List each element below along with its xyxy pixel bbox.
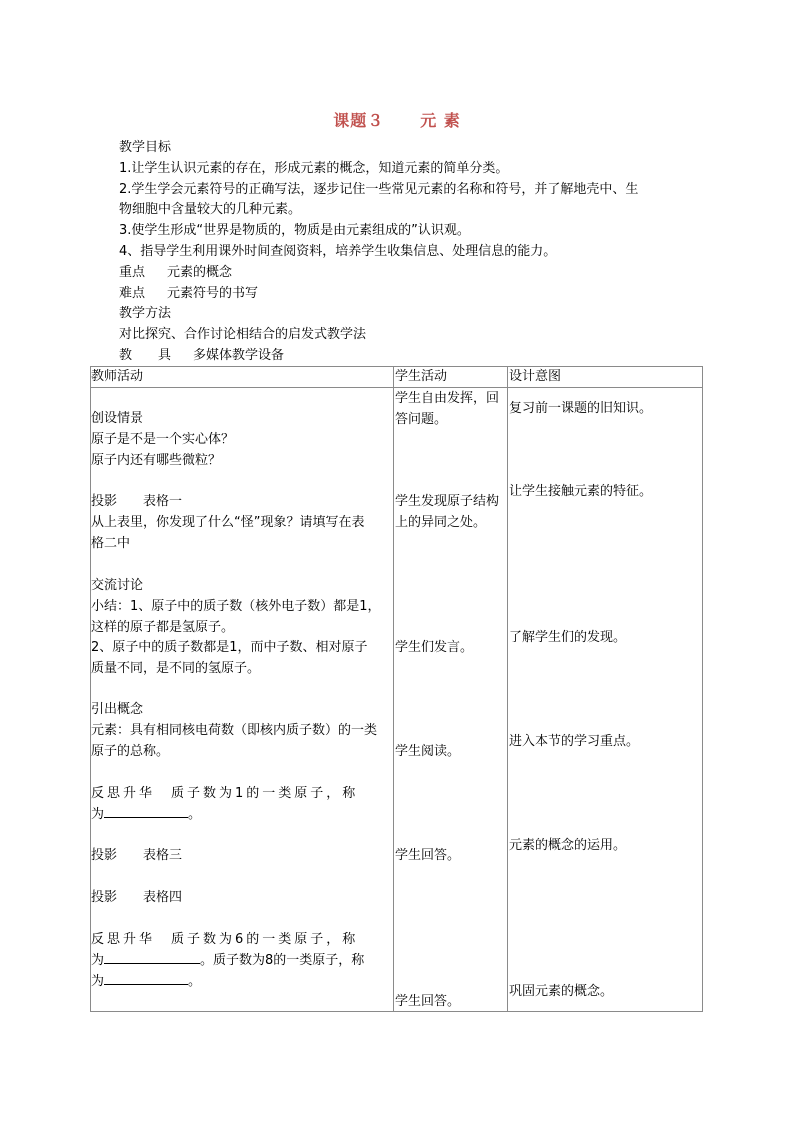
teacher-section-2 bbox=[91, 492, 393, 554]
question: 原子是不是一个实心体？ bbox=[91, 431, 235, 447]
text-line: 元素：具有相同核电荷数（即核内质子数）的一类 bbox=[91, 722, 378, 738]
student-activity-6: 学生回答。 bbox=[395, 994, 461, 1009]
text-line: 原子的总称。 bbox=[91, 743, 170, 759]
teacher-section-4 bbox=[91, 700, 393, 762]
section-heading: 投影 表格一 bbox=[91, 494, 183, 509]
teacher-section-6: 投影 表格三 bbox=[91, 848, 183, 863]
header-intent: 设计意图 bbox=[509, 369, 562, 384]
text-line: 小结：1、原子中的质子数（核外电子数）都是1， bbox=[91, 598, 381, 614]
header-divider bbox=[91, 387, 702, 388]
teacher-section-3 bbox=[91, 576, 393, 680]
difficulty-row bbox=[119, 284, 684, 305]
objective-1: 1.让学生认识元素的存在，形成元素的概念，知道元素的简单分类。 bbox=[119, 160, 509, 176]
student-activity-4: 学生阅读。 bbox=[395, 744, 461, 759]
difficulty-label: 难点 bbox=[119, 285, 146, 301]
student-activity-1: 学生自由发挥，回 答问题。 bbox=[395, 391, 500, 427]
answer-blank bbox=[104, 805, 188, 818]
student-activity-2: 学生发现原子结构 上的异同之处。 bbox=[395, 494, 500, 530]
objective-2-line-2: 物细胞中含量较大的几种元素。 bbox=[119, 202, 302, 218]
title-prefix: 课题３ bbox=[333, 111, 385, 130]
design-intent-4: 进入本节的学习重点。 bbox=[509, 734, 640, 749]
fill-blank-line: 为 。 bbox=[91, 973, 202, 989]
objectives-heading: 教学目标 bbox=[119, 140, 172, 155]
answer-blank bbox=[104, 951, 200, 964]
method-value: 对比探究、合作讨论相结合的启发式教学法 bbox=[119, 327, 367, 343]
student-activity-5: 学生回答。 bbox=[395, 848, 461, 863]
intro-section bbox=[119, 138, 684, 367]
design-intent-3: 了解学生们的发现。 bbox=[509, 630, 627, 645]
key-point-row bbox=[119, 263, 684, 284]
section-heading: 创设情景 bbox=[91, 411, 144, 426]
objective-4: 4、指导学生利用课外时间查阅资料，培养学生收集信息、处理信息的能力。 bbox=[119, 243, 557, 259]
section-heading: 引出概念 bbox=[91, 702, 144, 717]
teacher-section-1 bbox=[91, 409, 393, 471]
title-main: 元 素 bbox=[420, 111, 461, 130]
text-line: 反思升华 质子数为1的一类原子，称 bbox=[91, 786, 359, 801]
tools-value: 多媒体教学设备 bbox=[193, 347, 285, 363]
design-intent-6: 巩固元素的概念。 bbox=[509, 984, 614, 999]
section-heading: 交流讨论 bbox=[91, 578, 144, 593]
teacher-section-5 bbox=[91, 784, 393, 826]
answer-blank bbox=[104, 972, 188, 985]
student-activity-3: 学生们发言。 bbox=[395, 640, 474, 655]
fill-blank-line: 为 。质子数为8的一类原子，称 bbox=[91, 952, 365, 968]
design-intent-1: 复习前一课题的旧知识。 bbox=[509, 401, 653, 416]
method-heading: 教学方法 bbox=[119, 306, 172, 322]
key-point-value: 元素的概念 bbox=[167, 264, 233, 280]
objective-2-line-1: 2.学生学会元素符号的正确写法，逐步记住一些常见元素的名称和符号，并了解地壳中、生 bbox=[119, 181, 639, 197]
teacher-section-7: 投影 表格四 bbox=[91, 890, 183, 905]
column-divider bbox=[507, 367, 508, 1011]
column-divider bbox=[393, 367, 394, 1011]
fill-blank-line: 为 。 bbox=[91, 806, 202, 822]
text-line: 从上表里，你发现了什么“怪”现象？请填写在表 bbox=[91, 514, 365, 530]
header-teacher: 教师活动 bbox=[91, 369, 144, 384]
key-point-label: 重点 bbox=[119, 264, 146, 280]
text-line: 2、原子中的质子数都是1，而中子数、相对原子 bbox=[91, 640, 368, 656]
teacher-section-8 bbox=[91, 930, 393, 992]
lesson-table bbox=[90, 366, 703, 1012]
header-student: 学生活动 bbox=[395, 369, 448, 384]
difficulty-value: 元素符号的书写 bbox=[167, 285, 259, 301]
text-line: 反思升华 质子数为6的一类原子，称 bbox=[91, 932, 359, 947]
tools-row bbox=[119, 346, 684, 367]
tools-label: 教 具 bbox=[119, 347, 172, 363]
question: 原子内还有哪些微粒？ bbox=[91, 452, 222, 468]
text-line: 这样的原子都是氢原子。 bbox=[91, 619, 235, 635]
design-intent-5: 元素的概念的运用。 bbox=[509, 838, 627, 853]
objective-3: 3.使学生形成“世界是物质的，物质是由元素组成的”认识观。 bbox=[119, 223, 470, 239]
design-intent-2: 让学生接触元素的特征。 bbox=[509, 484, 653, 499]
text-line: 格二中 bbox=[91, 535, 131, 551]
page-title bbox=[0, 108, 794, 131]
text-line: 质量不同，是不同的氢原子。 bbox=[91, 661, 261, 677]
